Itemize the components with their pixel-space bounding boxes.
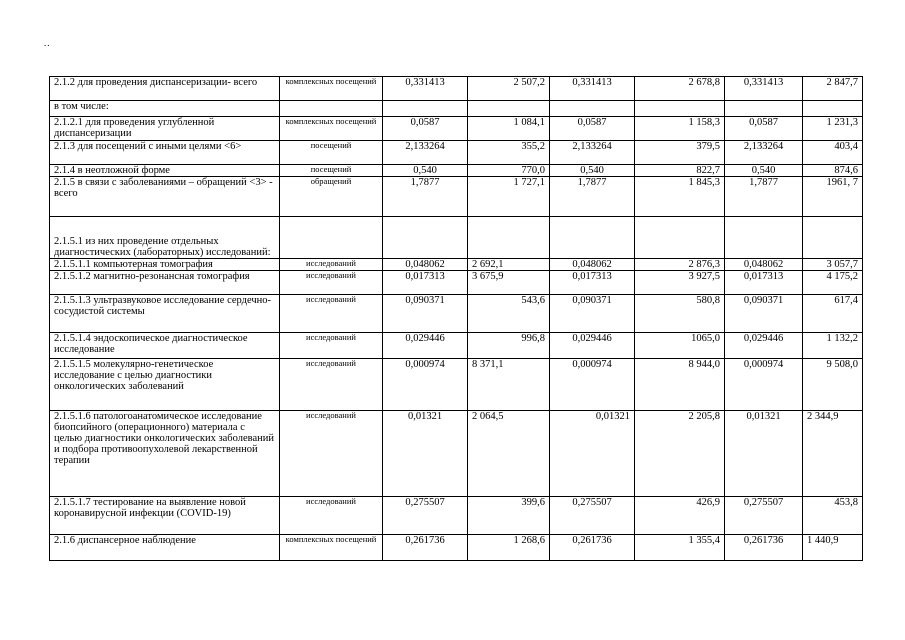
- unit-cell: [280, 217, 383, 259]
- norm-cell: 0,275507: [550, 497, 635, 535]
- cost-cell: 8 371,1: [468, 359, 550, 411]
- norm-cell: 0,261736: [725, 535, 803, 561]
- norm-cell: 0,0587: [550, 117, 635, 141]
- cost-cell: 2 064,5: [468, 411, 550, 497]
- row-label: 2.1.5.1.3 ультразвуковое исследование сердечно- сосудистой системы: [50, 295, 280, 333]
- norm-cell: [383, 101, 468, 117]
- cost-cell: 1 158,3: [635, 117, 725, 141]
- row-label: 2.1.5.1.4 эндоскопическое диагностическое исследование: [50, 333, 280, 359]
- unit-cell: исследований: [280, 497, 383, 535]
- row-label: 2.1.5.1.6 патологоанатомическое исследование биопсийного (операционного) материала с целью диагностики онкологических заболеваний и подбора противоопухолевой лекарственной терапии: [50, 411, 280, 497]
- unit-cell: обращений: [280, 177, 383, 217]
- cost-cell: 1 268,6: [468, 535, 550, 561]
- norm-cell: 0,090371: [550, 295, 635, 333]
- norm-cell: 0,01321: [550, 411, 635, 497]
- cost-cell: 355,2: [468, 141, 550, 165]
- norm-cell: 0,029446: [550, 333, 635, 359]
- table-row: [50, 535, 863, 561]
- norm-cell: 0,017313: [550, 271, 635, 295]
- table-row: [50, 259, 863, 271]
- norm-cell: 0,01321: [383, 411, 468, 497]
- row-label: 2.1.5.1.2 магнитно-резонансная томография: [50, 271, 280, 295]
- cost-cell: [803, 217, 863, 259]
- row-label: 2.1.6 диспансерное наблюдение: [50, 535, 280, 561]
- table-row: [50, 77, 863, 101]
- cost-cell: 580,8: [635, 295, 725, 333]
- cost-cell: 1 440,9: [803, 535, 863, 561]
- cost-cell: 1 355,4: [635, 535, 725, 561]
- cost-cell: 617,4: [803, 295, 863, 333]
- cost-cell: 453,8: [803, 497, 863, 535]
- norm-cell: 1,7877: [725, 177, 803, 217]
- table-row: [50, 411, 863, 497]
- financing-table: [49, 76, 863, 561]
- cost-cell: 770,0: [468, 165, 550, 177]
- cost-cell: 996,8: [468, 333, 550, 359]
- cost-cell: 2 847,7: [803, 77, 863, 101]
- norm-cell: 0,0587: [383, 117, 468, 141]
- cost-cell: 874,6: [803, 165, 863, 177]
- table-row: [50, 165, 863, 177]
- row-label: 2.1.5.1.1 компьютерная томография: [50, 259, 280, 271]
- cost-cell: 2 678,8: [635, 77, 725, 101]
- cost-cell: 4 175,2: [803, 271, 863, 295]
- table-row: [50, 117, 863, 141]
- unit-cell: комплексных посещений: [280, 77, 383, 101]
- norm-cell: 0,090371: [725, 295, 803, 333]
- row-label: в том числе:: [50, 101, 280, 117]
- cost-cell: [635, 101, 725, 117]
- table-row: [50, 333, 863, 359]
- cost-cell: 8 944,0: [635, 359, 725, 411]
- cost-cell: 543,6: [468, 295, 550, 333]
- cost-cell: 3 675,9: [468, 271, 550, 295]
- norm-cell: 0,261736: [550, 535, 635, 561]
- table-row: [50, 177, 863, 217]
- cost-cell: 403,4: [803, 141, 863, 165]
- norm-cell: 0,331413: [383, 77, 468, 101]
- cost-cell: 399,6: [468, 497, 550, 535]
- norm-cell: 0,090371: [383, 295, 468, 333]
- norm-cell: 0,000974: [550, 359, 635, 411]
- cost-cell: 1065,0: [635, 333, 725, 359]
- cost-cell: 1 727,1: [468, 177, 550, 217]
- norm-cell: 0,275507: [383, 497, 468, 535]
- row-label: 2.1.2 для проведения диспансеризации- всего: [50, 77, 280, 101]
- cost-cell: 2 876,3: [635, 259, 725, 271]
- norm-cell: 0,540: [725, 165, 803, 177]
- norm-cell: 0,048062: [550, 259, 635, 271]
- cost-cell: 379,5: [635, 141, 725, 165]
- row-label: 2.1.2.1 для проведения углубленной диспансеризации: [50, 117, 280, 141]
- norm-cell: 0,017313: [725, 271, 803, 295]
- norm-cell: 1,7877: [550, 177, 635, 217]
- norm-cell: 0,275507: [725, 497, 803, 535]
- norm-cell: 2,133264: [725, 141, 803, 165]
- table-row: [50, 141, 863, 165]
- norm-cell: [383, 217, 468, 259]
- row-label: 2.1.5.1.5 молекулярно-генетическое исследование с целью диагностики онкологических заболеваний: [50, 359, 280, 411]
- table-row: [50, 497, 863, 535]
- cost-cell: 2 205,8: [635, 411, 725, 497]
- norm-cell: 0,01321: [725, 411, 803, 497]
- table-row: [50, 295, 863, 333]
- unit-cell: исследований: [280, 411, 383, 497]
- norm-cell: 0,540: [383, 165, 468, 177]
- row-label: 2.1.4 в неотложной форме: [50, 165, 280, 177]
- unit-cell: исследований: [280, 271, 383, 295]
- row-label: 2.1.5 в связи с заболеваниями – обращений <3> - всего: [50, 177, 280, 217]
- norm-cell: 0,331413: [725, 77, 803, 101]
- norm-cell: 2,133264: [383, 141, 468, 165]
- norm-cell: [725, 217, 803, 259]
- unit-cell: [280, 101, 383, 117]
- unit-cell: комплексных посещений: [280, 117, 383, 141]
- cost-cell: [468, 101, 550, 117]
- norm-cell: [725, 101, 803, 117]
- norm-cell: 0,048062: [725, 259, 803, 271]
- table-row: [50, 101, 863, 117]
- cost-cell: 1 845,3: [635, 177, 725, 217]
- norm-cell: 0,0587: [725, 117, 803, 141]
- norm-cell: 0,540: [550, 165, 635, 177]
- cost-cell: [635, 217, 725, 259]
- cost-cell: [468, 217, 550, 259]
- norm-cell: 0,000974: [725, 359, 803, 411]
- row-label: 2.1.3 для посещений с иными целями <6>: [50, 141, 280, 165]
- norm-cell: 0,331413: [550, 77, 635, 101]
- cost-cell: 822,7: [635, 165, 725, 177]
- norm-cell: 2,133264: [550, 141, 635, 165]
- norm-cell: 0,017313: [383, 271, 468, 295]
- cost-cell: 1 231,3: [803, 117, 863, 141]
- cost-cell: 426,9: [635, 497, 725, 535]
- unit-cell: посещений: [280, 165, 383, 177]
- table-row: [50, 217, 863, 259]
- cost-cell: [803, 101, 863, 117]
- unit-cell: исследований: [280, 333, 383, 359]
- unit-cell: исследований: [280, 259, 383, 271]
- cost-cell: 3 927,5: [635, 271, 725, 295]
- unit-cell: исследований: [280, 359, 383, 411]
- norm-cell: 0,029446: [383, 333, 468, 359]
- cost-cell: 2 507,2: [468, 77, 550, 101]
- cost-cell: 9 508,0: [803, 359, 863, 411]
- row-label: 2.1.5.1.7 тестирование на выявление новой коронавирусной инфекции (COVID-19): [50, 497, 280, 535]
- corner-mark: ..: [44, 38, 51, 48]
- cost-cell: 2 692,1: [468, 259, 550, 271]
- norm-cell: [550, 101, 635, 117]
- norm-cell: 0,000974: [383, 359, 468, 411]
- cost-cell: 1 132,2: [803, 333, 863, 359]
- table-row: [50, 271, 863, 295]
- norm-cell: 0,048062: [383, 259, 468, 271]
- cost-cell: 2 344,9: [803, 411, 863, 497]
- unit-cell: посещений: [280, 141, 383, 165]
- table-row: [50, 359, 863, 411]
- cost-cell: 3 057,7: [803, 259, 863, 271]
- unit-cell: исследований: [280, 295, 383, 333]
- unit-cell: комплексных посещений: [280, 535, 383, 561]
- norm-cell: [550, 217, 635, 259]
- norm-cell: 1,7877: [383, 177, 468, 217]
- row-label: 2.1.5.1 из них проведение отдельных диагностических (лабораторных) исследований:: [50, 217, 280, 259]
- norm-cell: 0,261736: [383, 535, 468, 561]
- cost-cell: 1 084,1: [468, 117, 550, 141]
- cost-cell: 1961, 7: [803, 177, 863, 217]
- norm-cell: 0,029446: [725, 333, 803, 359]
